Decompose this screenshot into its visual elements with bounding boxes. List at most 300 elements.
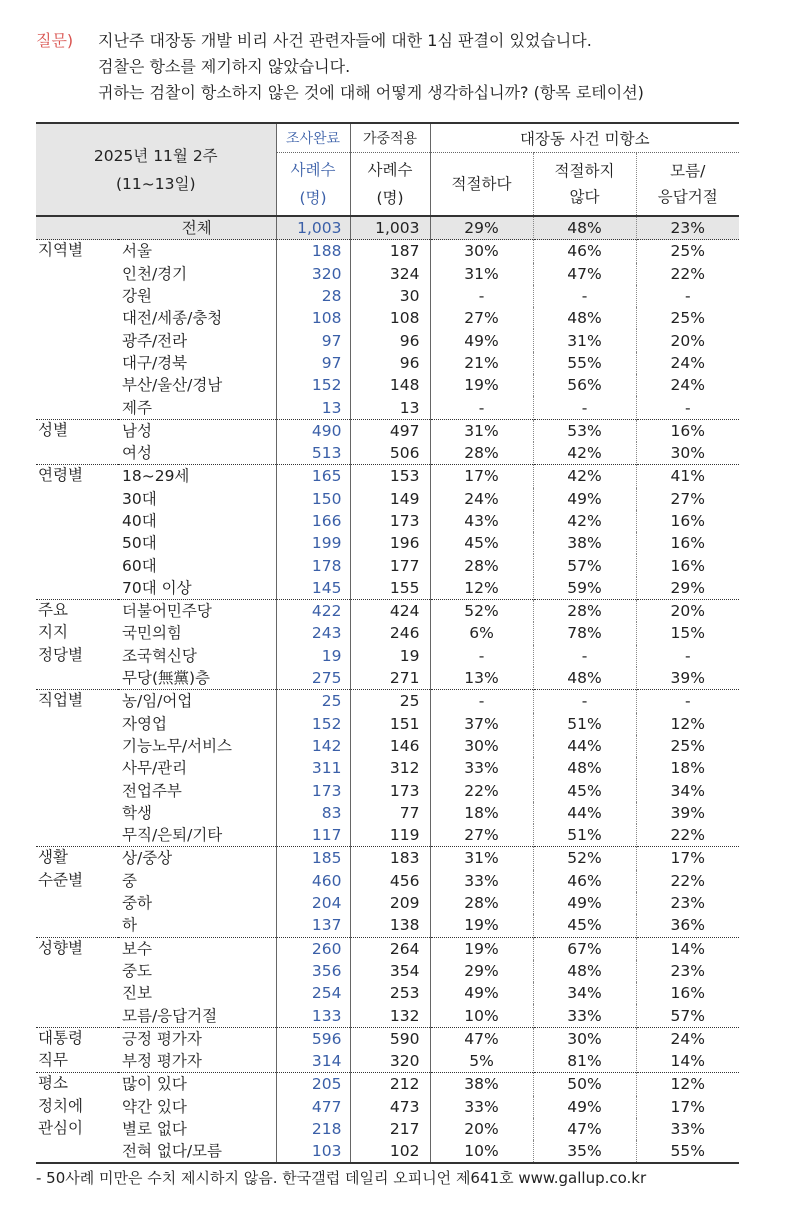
row-group-label (36, 1004, 118, 1027)
cell-appropriate: 17% (430, 465, 533, 488)
cell-n-completed: 1,003 (276, 216, 350, 240)
cell-unknown: 34% (636, 779, 739, 801)
cell-n-weighted: 324 (350, 263, 430, 285)
row-group-label (36, 510, 118, 532)
cell-appropriate: 31% (430, 847, 533, 870)
cell-unknown: 12% (636, 713, 739, 735)
table-row (36, 510, 739, 532)
cell-n-weighted: 132 (350, 1004, 430, 1027)
row-segment-label: 남성 (118, 419, 276, 442)
cell-inappropriate: 48% (533, 667, 636, 690)
row-group-label: 생활 (36, 847, 118, 870)
cell-n-weighted: 149 (350, 488, 430, 510)
table-row (36, 1073, 739, 1096)
cell-n-weighted: 354 (350, 960, 430, 982)
row-segment-label: 대전/세종/충청 (122, 309, 223, 328)
cell-inappropriate: 30% (533, 1027, 636, 1050)
row-group-label: 정당별 (38, 645, 83, 664)
cell-appropriate: 19% (430, 914, 533, 937)
cell-n-completed: 513 (276, 442, 350, 465)
row-segment-label: 서울 (118, 240, 276, 263)
table-row (36, 216, 739, 240)
row-segment-label: 대구/경북 (122, 353, 188, 372)
row-group-label (36, 352, 118, 374)
row-group-label (36, 216, 118, 240)
cell-unknown: 25% (636, 240, 739, 263)
cell-n-completed: 254 (276, 982, 350, 1004)
cell-n-completed: 97 (276, 329, 350, 351)
table-row (36, 757, 739, 779)
n-completed-header: 조사완료 (276, 123, 350, 153)
cell-appropriate: 47% (430, 1027, 533, 1050)
table-row (36, 960, 739, 982)
cell-n-completed: 142 (276, 735, 350, 757)
cell-appropriate: 10% (430, 1140, 533, 1163)
row-group-label (36, 802, 118, 824)
table-row (36, 1096, 739, 1118)
row-group-label: 성향별 (36, 937, 118, 960)
cell-n-completed: 13 (276, 396, 350, 419)
row-group-label (36, 824, 118, 847)
row-segment-label: 학생 (122, 803, 152, 822)
row-segment-label: 상/중상 (118, 847, 276, 870)
footnote: - 50사례 미만은 수치 제시하지 않음. 한국갤럽 데일리 오피니언 제641호 www.gallup.co.kr (36, 1169, 647, 1187)
row-group-label: 관심이 (38, 1118, 83, 1137)
cell-n-completed: 218 (276, 1118, 350, 1140)
table-row (36, 847, 739, 870)
row-segment-label: 인천/경기 (122, 264, 188, 283)
cell-n-weighted: 148 (350, 374, 430, 396)
cell-n-weighted: 196 (350, 532, 430, 554)
row-segment-label: 모름/응답거절 (122, 1006, 218, 1025)
row-group-label (36, 532, 118, 554)
cell-inappropriate: 33% (533, 1004, 636, 1027)
table-row (36, 779, 739, 801)
cell-unknown: 24% (636, 352, 739, 374)
cell-appropriate: 30% (430, 240, 533, 263)
cell-n-completed: 133 (276, 1004, 350, 1027)
cell-unknown: 22% (636, 263, 739, 285)
cell-n-completed: 311 (276, 757, 350, 779)
cell-appropriate: 20% (430, 1118, 533, 1140)
row-segment-label: 18~29세 (118, 465, 276, 488)
question-block (36, 28, 766, 106)
table-row (36, 802, 739, 824)
cell-n-completed: 165 (276, 465, 350, 488)
cell-inappropriate: 53% (533, 419, 636, 442)
cell-inappropriate: 44% (533, 802, 636, 824)
cell-unknown: 55% (636, 1140, 739, 1163)
table-row (36, 667, 739, 690)
cell-inappropriate: 51% (533, 824, 636, 847)
cell-inappropriate: 57% (533, 554, 636, 576)
table-row (36, 554, 739, 576)
cell-n-completed: 83 (276, 802, 350, 824)
cell-n-completed: 178 (276, 554, 350, 576)
cell-inappropriate: 59% (533, 577, 636, 600)
table-row (36, 374, 739, 396)
question-text-3: 귀하는 검찰이 항소하지 않은 것에 대해 어떻게 생각하십니까? (항목 로테이션) (98, 83, 644, 102)
cell-n-completed: 204 (276, 892, 350, 914)
cell-n-weighted: 253 (350, 982, 430, 1004)
cell-inappropriate: 78% (533, 622, 636, 644)
cell-n-completed: 205 (276, 1073, 350, 1096)
cell-unknown: 16% (636, 532, 739, 554)
cell-appropriate: 22% (430, 779, 533, 801)
cell-n-weighted: 217 (350, 1118, 430, 1140)
cell-appropriate: 31% (430, 419, 533, 442)
table-row (36, 892, 739, 914)
cell-n-weighted: 212 (350, 1073, 430, 1096)
cell-n-weighted: 25 (350, 690, 430, 713)
cell-inappropriate: 47% (533, 1118, 636, 1140)
cell-n-completed: 243 (276, 622, 350, 644)
cell-unknown: 25% (636, 735, 739, 757)
cell-appropriate: 33% (430, 757, 533, 779)
cell-unknown: 25% (636, 307, 739, 329)
cell-appropriate: 21% (430, 352, 533, 374)
cell-n-weighted: 173 (350, 779, 430, 801)
row-group-label (36, 735, 118, 757)
row-group-label (36, 374, 118, 396)
option-appropriate-header: 적절하다 (430, 153, 533, 217)
cell-unknown: 39% (636, 667, 739, 690)
row-segment-label: 50대 (122, 534, 157, 553)
cell-n-weighted: 183 (350, 847, 430, 870)
cell-n-weighted: 271 (350, 667, 430, 690)
row-segment-label: 사무/관리 (122, 759, 188, 778)
cell-n-completed: 152 (276, 374, 350, 396)
question-label: 질문) (36, 31, 74, 50)
cell-appropriate: 10% (430, 1004, 533, 1027)
period-label: 2025년 11월 2주 (93, 146, 218, 165)
cell-n-weighted: 19 (350, 645, 430, 667)
row-segment-label: 진보 (122, 984, 152, 1003)
cell-appropriate: 31% (430, 263, 533, 285)
cell-inappropriate: 47% (533, 263, 636, 285)
cell-n-completed: 25 (276, 690, 350, 713)
row-group-label: 수준별 (38, 870, 83, 889)
cell-appropriate: - (430, 396, 533, 419)
cell-unknown: 23% (636, 892, 739, 914)
cell-n-completed: 28 (276, 285, 350, 307)
cell-n-weighted: 264 (350, 937, 430, 960)
cell-n-weighted: 312 (350, 757, 430, 779)
cell-n-weighted: 151 (350, 713, 430, 735)
question-text-1: 지난주 대장동 개발 비리 사건 관련자들에 대한 1심 판결이 있었습니다. (98, 31, 592, 50)
cell-unknown: - (636, 645, 739, 667)
cell-appropriate: 28% (430, 554, 533, 576)
cell-n-completed: 596 (276, 1027, 350, 1050)
cell-n-weighted: 96 (350, 329, 430, 351)
cell-unknown: 22% (636, 824, 739, 847)
cell-inappropriate: 38% (533, 532, 636, 554)
cell-n-weighted: 177 (350, 554, 430, 576)
cell-appropriate: 29% (430, 960, 533, 982)
row-segment-label: 기능노무/서비스 (122, 736, 233, 755)
table-row (36, 465, 739, 488)
cell-n-completed: 137 (276, 914, 350, 937)
row-segment-label: 강원 (122, 287, 152, 306)
n-label: 사례수 (367, 161, 413, 179)
row-group-label: 직업별 (36, 690, 118, 713)
cell-inappropriate: 49% (533, 1096, 636, 1118)
row-segment-label: 30대 (122, 489, 157, 508)
row-segment-label: 보수 (118, 937, 276, 960)
table-row (36, 713, 739, 735)
cell-n-completed: 150 (276, 488, 350, 510)
cell-n-completed: 145 (276, 577, 350, 600)
cell-unknown: 20% (636, 329, 739, 351)
table-row (36, 645, 739, 667)
row-group-label (36, 667, 118, 690)
cell-unknown: - (636, 396, 739, 419)
cell-appropriate: 49% (430, 982, 533, 1004)
cell-n-weighted: 30 (350, 285, 430, 307)
row-group-label: 연령별 (36, 465, 118, 488)
table-row (36, 622, 739, 644)
row-group-label: 주요 (36, 600, 118, 623)
table-row (36, 914, 739, 937)
cell-appropriate: 30% (430, 735, 533, 757)
cell-appropriate: 13% (430, 667, 533, 690)
cell-appropriate: 37% (430, 713, 533, 735)
cell-n-weighted: 456 (350, 870, 430, 892)
cell-n-weighted: 13 (350, 396, 430, 419)
cell-inappropriate: - (533, 396, 636, 419)
cell-n-weighted: 473 (350, 1096, 430, 1118)
cell-inappropriate: 55% (533, 352, 636, 374)
table-row (36, 442, 739, 465)
cell-n-weighted: 173 (350, 510, 430, 532)
cell-unknown: 36% (636, 914, 739, 937)
row-segment-label: 전체 (118, 216, 276, 240)
row-group-label: 대통령 (36, 1027, 118, 1050)
cell-inappropriate: 67% (533, 937, 636, 960)
row-group-label (36, 329, 118, 351)
cell-appropriate: 45% (430, 532, 533, 554)
row-group-label (36, 488, 118, 510)
table-row (36, 488, 739, 510)
cell-appropriate: 18% (430, 802, 533, 824)
cell-n-weighted: 119 (350, 824, 430, 847)
cell-n-completed: 356 (276, 960, 350, 982)
table-row (36, 1050, 739, 1073)
cell-n-completed: 103 (276, 1140, 350, 1163)
cell-inappropriate: 45% (533, 914, 636, 937)
cell-appropriate: 29% (430, 216, 533, 240)
cell-appropriate: 38% (430, 1073, 533, 1096)
n-unit: (명) (376, 189, 404, 207)
row-group-label (36, 396, 118, 419)
cell-inappropriate: 46% (533, 240, 636, 263)
cell-n-weighted: 138 (350, 914, 430, 937)
cell-inappropriate: 34% (533, 982, 636, 1004)
row-segment-label: 약간 있다 (122, 1097, 187, 1116)
row-group-label: 지지 (38, 623, 68, 642)
cell-n-completed: 166 (276, 510, 350, 532)
cell-n-completed: 490 (276, 419, 350, 442)
row-group-label: 지역별 (36, 240, 118, 263)
cell-unknown: 17% (636, 847, 739, 870)
row-group-label (36, 285, 118, 307)
cell-unknown: 17% (636, 1096, 739, 1118)
cell-n-weighted: 96 (350, 352, 430, 374)
table-row (36, 982, 739, 1004)
row-segment-label: 무당(無黨)층 (122, 669, 211, 688)
row-group-label (36, 757, 118, 779)
cell-n-completed: 152 (276, 713, 350, 735)
cell-unknown: 14% (636, 1050, 739, 1073)
question-line (36, 80, 766, 106)
cell-n-weighted: 102 (350, 1140, 430, 1163)
row-segment-label: 많이 있다 (118, 1073, 276, 1096)
option-unknown-header: 모름/ 응답거절 (636, 153, 739, 217)
cell-unknown: 30% (636, 442, 739, 465)
cell-unknown: 39% (636, 802, 739, 824)
table-row (36, 240, 739, 263)
cell-unknown: 23% (636, 960, 739, 982)
n-completed-label (276, 153, 350, 217)
cell-n-weighted: 155 (350, 577, 430, 600)
cell-appropriate: 33% (430, 870, 533, 892)
table-row (36, 1004, 739, 1027)
table-row (36, 285, 739, 307)
row-segment-label: 부산/울산/경남 (122, 376, 223, 395)
row-group-label (36, 960, 118, 982)
cell-n-weighted: 1,003 (350, 216, 430, 240)
cell-n-completed: 117 (276, 824, 350, 847)
row-group-label (36, 263, 118, 285)
cell-unknown: 33% (636, 1118, 739, 1140)
cell-n-completed: 199 (276, 532, 350, 554)
cell-n-completed: 275 (276, 667, 350, 690)
cell-n-completed: 97 (276, 352, 350, 374)
cell-unknown: 15% (636, 622, 739, 644)
row-group-label (36, 914, 118, 937)
cell-inappropriate: 35% (533, 1140, 636, 1163)
cell-inappropriate: 49% (533, 892, 636, 914)
cell-appropriate: 19% (430, 374, 533, 396)
n-label: 사례수 (290, 161, 336, 179)
table-row (36, 690, 739, 713)
cell-inappropriate: 48% (533, 757, 636, 779)
cell-appropriate: 19% (430, 937, 533, 960)
row-group-label: 평소 (36, 1073, 118, 1096)
cell-unknown: 24% (636, 374, 739, 396)
row-segment-label: 중 (122, 871, 137, 890)
table-row (36, 735, 739, 757)
row-group-label (36, 554, 118, 576)
cell-unknown: 24% (636, 1027, 739, 1050)
cell-n-completed: 19 (276, 645, 350, 667)
cell-unknown: 23% (636, 216, 739, 240)
row-segment-label: 중하 (122, 894, 152, 913)
cell-inappropriate: 48% (533, 307, 636, 329)
row-segment-label: 조국혁신당 (122, 646, 197, 665)
row-segment-label: 광주/전라 (122, 331, 188, 350)
cell-appropriate: - (430, 285, 533, 307)
row-group-label (36, 307, 118, 329)
cell-inappropriate: 48% (533, 960, 636, 982)
question-line (36, 54, 766, 80)
row-group-label (36, 779, 118, 801)
cell-unknown: 14% (636, 937, 739, 960)
cell-inappropriate: 42% (533, 442, 636, 465)
cell-inappropriate: 28% (533, 600, 636, 623)
cell-appropriate: 6% (430, 622, 533, 644)
n-weighted-header: 가중적용 (350, 123, 430, 153)
cell-n-completed: 185 (276, 847, 350, 870)
row-segment-label: 전혀 없다/모름 (118, 1140, 276, 1163)
table-row (36, 352, 739, 374)
table-row (36, 937, 739, 960)
cell-inappropriate: 49% (533, 488, 636, 510)
row-group-label (36, 892, 118, 914)
option-inappropriate-header: 적절하지 않다 (533, 153, 636, 217)
row-group-label (36, 982, 118, 1004)
cell-inappropriate: 81% (533, 1050, 636, 1073)
row-group-label (36, 1140, 118, 1163)
table-row (36, 307, 739, 329)
table-row (36, 1118, 739, 1140)
cell-unknown: 16% (636, 419, 739, 442)
row-segment-label: 국민의힘 (122, 624, 182, 643)
cell-unknown: 18% (636, 757, 739, 779)
row-group-label: 성별 (36, 419, 118, 442)
row-segment-label: 제주 (122, 398, 152, 417)
table-row (36, 419, 739, 442)
table-row (36, 329, 739, 351)
cell-unknown: - (636, 285, 739, 307)
cell-appropriate: 33% (430, 1096, 533, 1118)
table-row (36, 577, 739, 600)
cell-unknown: 16% (636, 510, 739, 532)
cell-inappropriate: 45% (533, 779, 636, 801)
cell-unknown: 27% (636, 488, 739, 510)
table-body (36, 216, 739, 1163)
cell-unknown: 20% (636, 600, 739, 623)
cell-appropriate: 27% (430, 307, 533, 329)
row-segment-label: 60대 (122, 556, 157, 575)
cell-inappropriate: 51% (533, 713, 636, 735)
results-table (36, 122, 739, 1164)
period-dates: (11~13일) (115, 174, 196, 193)
cell-n-completed: 173 (276, 779, 350, 801)
cell-appropriate: - (430, 645, 533, 667)
cell-n-weighted: 506 (350, 442, 430, 465)
cell-n-weighted: 497 (350, 419, 430, 442)
cell-n-weighted: 424 (350, 600, 430, 623)
table-row (36, 824, 739, 847)
cell-appropriate: 28% (430, 892, 533, 914)
row-segment-label: 여성 (122, 444, 152, 463)
cell-n-weighted: 590 (350, 1027, 430, 1050)
cell-inappropriate: 50% (533, 1073, 636, 1096)
table-row (36, 870, 739, 892)
cell-appropriate: 28% (430, 442, 533, 465)
cell-appropriate: - (430, 690, 533, 713)
cell-n-completed: 477 (276, 1096, 350, 1118)
cell-appropriate: 49% (430, 329, 533, 351)
table-row (36, 263, 739, 285)
cell-n-completed: 314 (276, 1050, 350, 1073)
cell-inappropriate: 56% (533, 374, 636, 396)
row-segment-label: 농/임/어업 (118, 690, 276, 713)
cell-inappropriate: 42% (533, 510, 636, 532)
question-text-2: 검찰은 항소를 제기하지 않았습니다. (98, 57, 351, 76)
row-group-label: 직무 (38, 1050, 68, 1069)
